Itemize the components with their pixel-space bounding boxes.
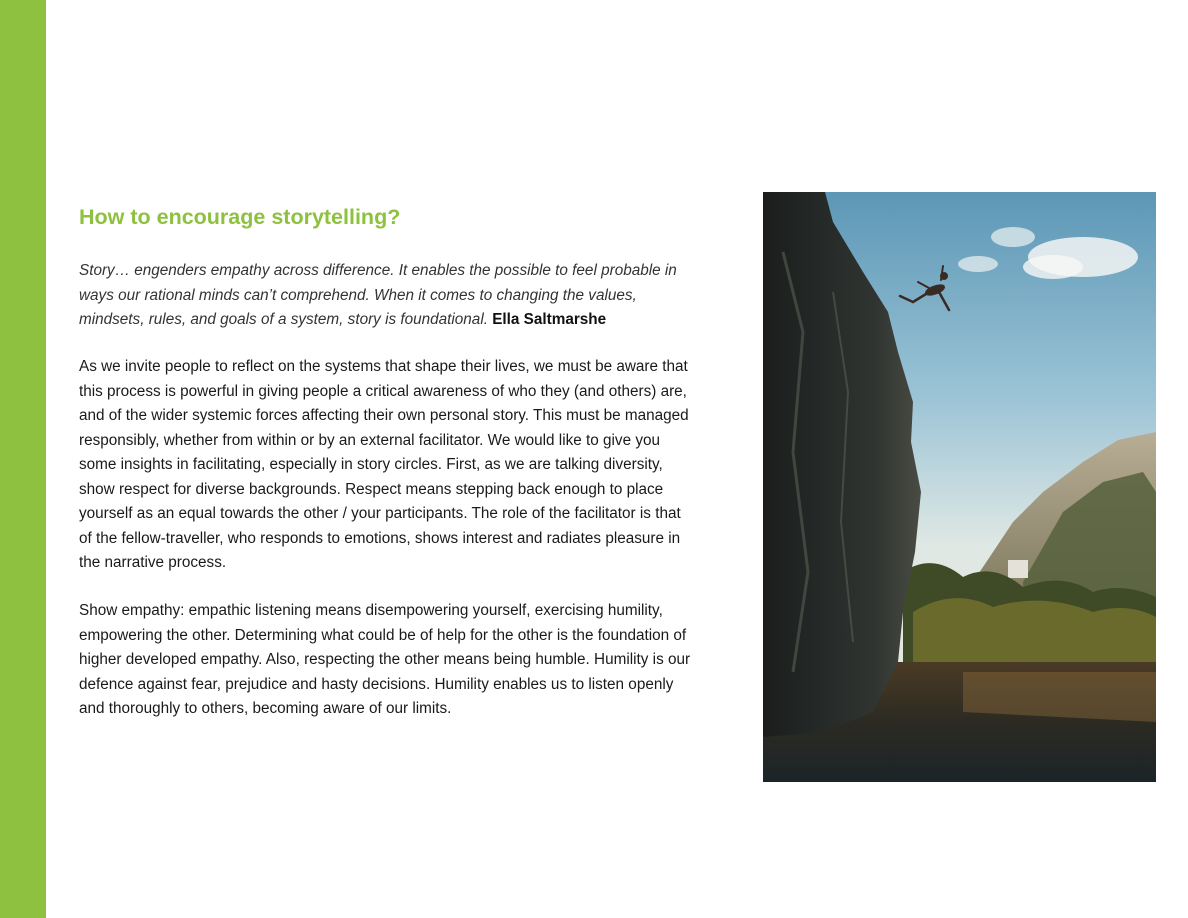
quote-block bbox=[79, 259, 694, 333]
green-side-bar bbox=[0, 0, 46, 918]
page-heading: How to encourage storytelling? bbox=[79, 205, 401, 229]
quote-text: Story… engenders empathy across difference. It enables the possible to feel probable in ways our rational minds can’t comprehend. When it comes to changing the values, mindsets, rules, and goals of a system, story is foundational. bbox=[79, 262, 677, 328]
body-paragraph-2: Show empathy: empathic listening means disempowering yourself, exercising humility, empowering the other. Determining what could be of help for the other is the foundation of higher developed empathy. Also, respecting the other means being humble. Humility is our defence against fear, prejudice and hasty decisions. Humility enables us to listen openly and thoroughly to others, becoming aware of our limits. bbox=[79, 602, 691, 717]
quote-author: Ella Saltmarshe bbox=[492, 311, 607, 328]
cliff-jump-photo bbox=[763, 192, 1156, 782]
body-paragraph-1: As we invite people to reflect on the systems that shape their lives, we must be aware that this process is powerful in giving people a critical awareness of who they (and others) are, and of the wider systemic forces affecting their own personal story. This must be managed responsibly, whether from within or by an external facilitator. We would like to give you some insights in facilitating, especially in story circles. First, as we are talking diversity, show respect for diverse backgrounds. Respect means stepping back enough to place yourself as an equal towards the other / your participants. The role of the facilitator is that of the fellow-traveller, who responds to emotions, shows interest and radiates pleasure in the narrative process. bbox=[79, 358, 689, 571]
